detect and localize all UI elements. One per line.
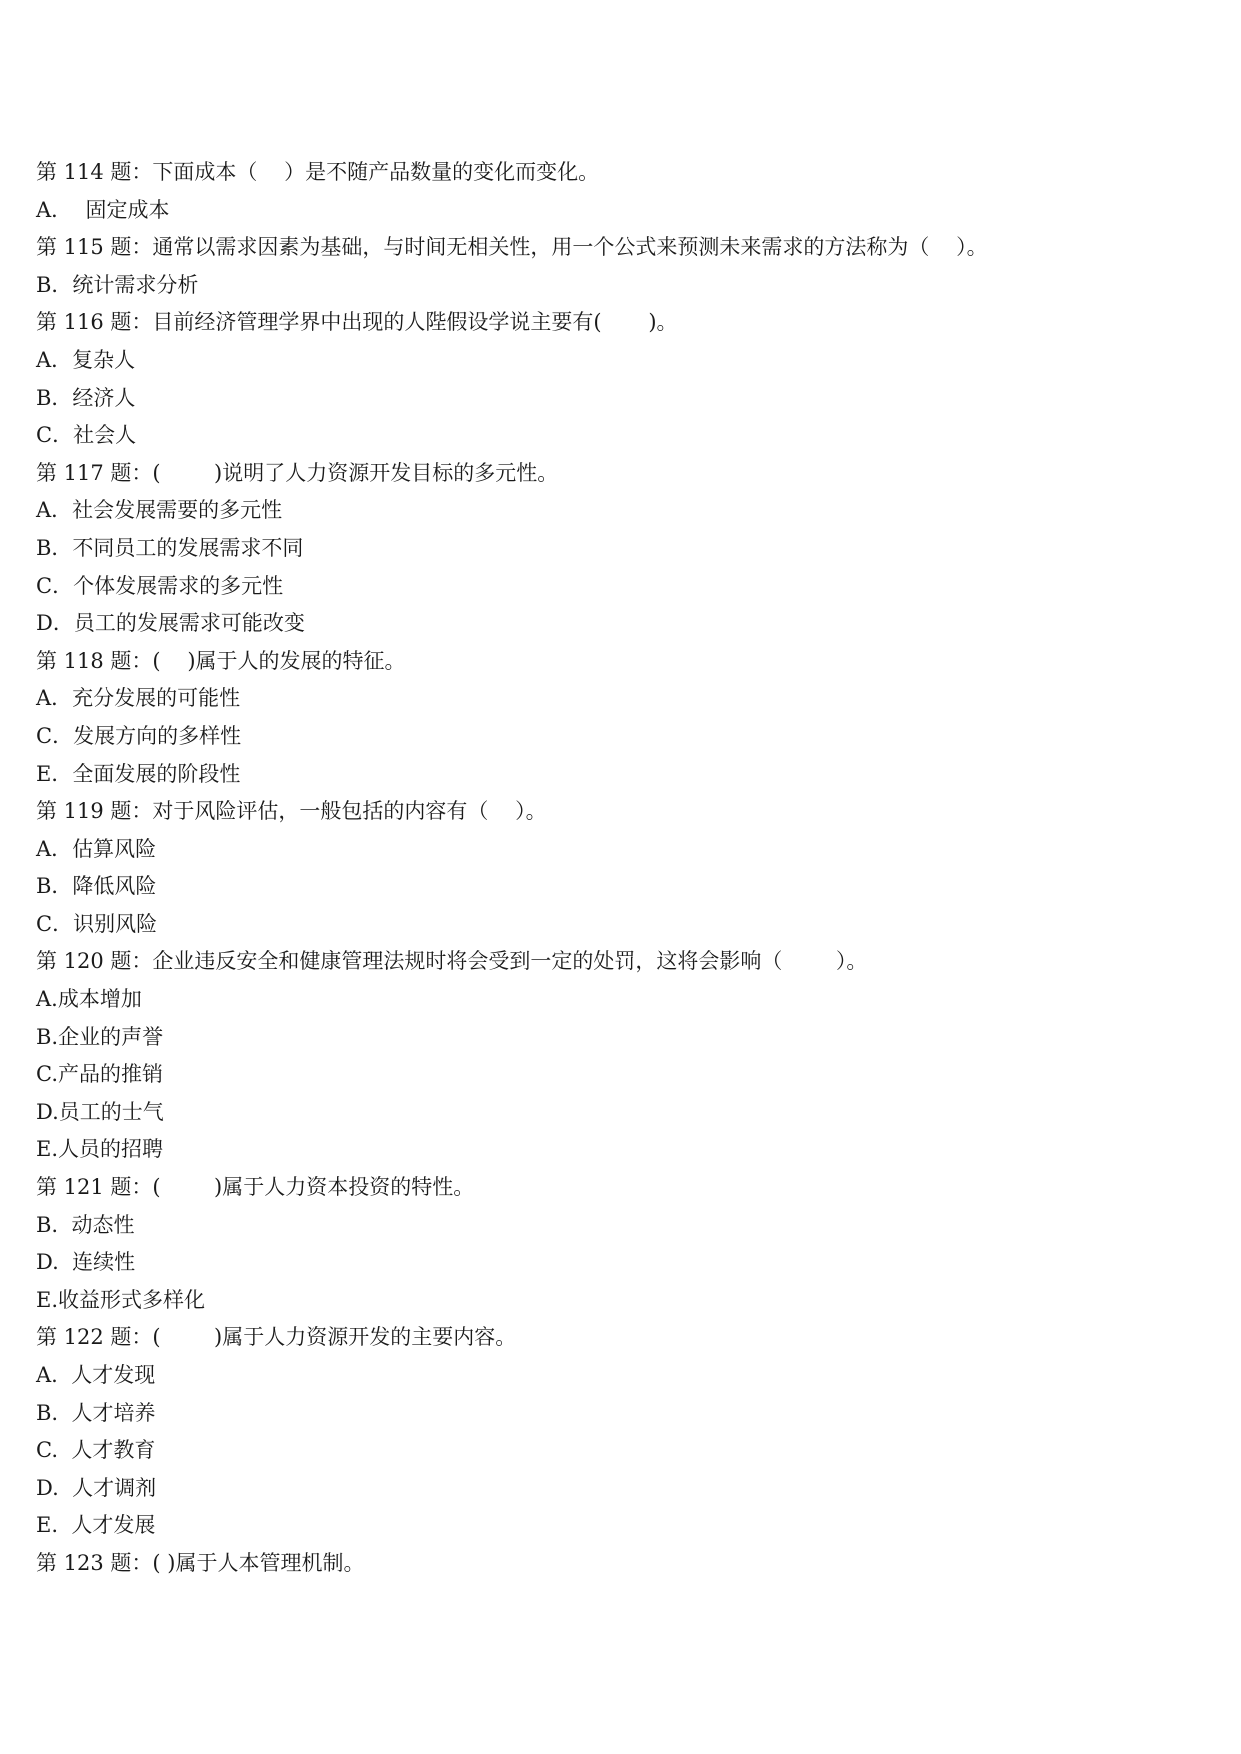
- question-text: 第 123 题：( )属于人本管理机制。: [36, 1550, 365, 1575]
- option-text: C.产品的推销: [36, 1062, 163, 1087]
- option-text: B. 人才培养: [36, 1400, 156, 1425]
- option-text: A. 人才发现: [36, 1363, 156, 1387]
- option-text: A．估算风险: [36, 836, 157, 861]
- option-text: E.人员的招聘: [36, 1137, 164, 1162]
- question-text: 第 119 题：对于风险评估，一般包括的内容有（ ）。: [36, 799, 547, 824]
- option-text: D.员工的士气: [36, 1099, 164, 1124]
- question-text: 第 121 题：( )属于人力资本投资的特性。: [36, 1175, 475, 1200]
- option-text: B.企业的声誉: [36, 1024, 164, 1049]
- option-text: C．识别风险: [36, 911, 158, 936]
- option-text: B．不同员工的发展需求不同: [36, 535, 304, 560]
- option-text: D. 人才调剂: [36, 1475, 157, 1500]
- question-list: [36, 154, 1206, 1583]
- option-text: A．社会发展需要的多元性: [36, 498, 283, 523]
- option-text: A．复杂人: [36, 347, 136, 372]
- option-text: E．全面发展的阶段性: [36, 761, 241, 786]
- option-text: B. 动态性: [36, 1212, 135, 1237]
- option-text: A.成本增加: [36, 987, 142, 1012]
- question-text: 第 120 题：企业违反安全和健康管理法规时将会受到一定的处罚，这将会影响（ ）。: [36, 949, 868, 974]
- option-text: C．发展方向的多样性: [36, 723, 242, 748]
- question-text: 第 122 题：( )属于人力资源开发的主要内容。: [36, 1325, 517, 1350]
- option-text: B．统计需求分析: [36, 272, 199, 297]
- option-text: A． 固定成本: [36, 197, 170, 222]
- question-text: 第 118 题：( )属于人的发展的特征。: [36, 648, 406, 673]
- option-text: C．社会人: [36, 423, 137, 448]
- question-text: 第 114 题：下面成本（ ）是不随产品数量的变化而变化。: [36, 160, 600, 184]
- option-text: C. 人才教育: [36, 1438, 156, 1463]
- option-text: D. 连续性: [36, 1250, 136, 1275]
- option-text: C．个体发展需求的多元性: [36, 573, 284, 598]
- option-text: D．员工的发展需求可能改变: [36, 611, 305, 636]
- option-text: B．降低风险: [36, 874, 157, 899]
- question-text: 第 117 题：( )说明了人力资源开发目标的多元性。: [36, 460, 559, 485]
- option-text: B．经济人: [36, 385, 136, 410]
- option-text: E.收益形式多样化: [36, 1287, 206, 1312]
- option-text: E. 人才发展: [36, 1513, 156, 1538]
- option-text: A．充分发展的可能性: [36, 686, 241, 711]
- question-text: 第 116 题：目前经济管理学界中出现的人陛假设学说主要有( )。: [36, 310, 678, 335]
- question-text: 第 115 题：通常以需求因素为基础，与时间无相关性，用一个公式来预测未来需求的方法称为（ ）。: [36, 235, 988, 260]
